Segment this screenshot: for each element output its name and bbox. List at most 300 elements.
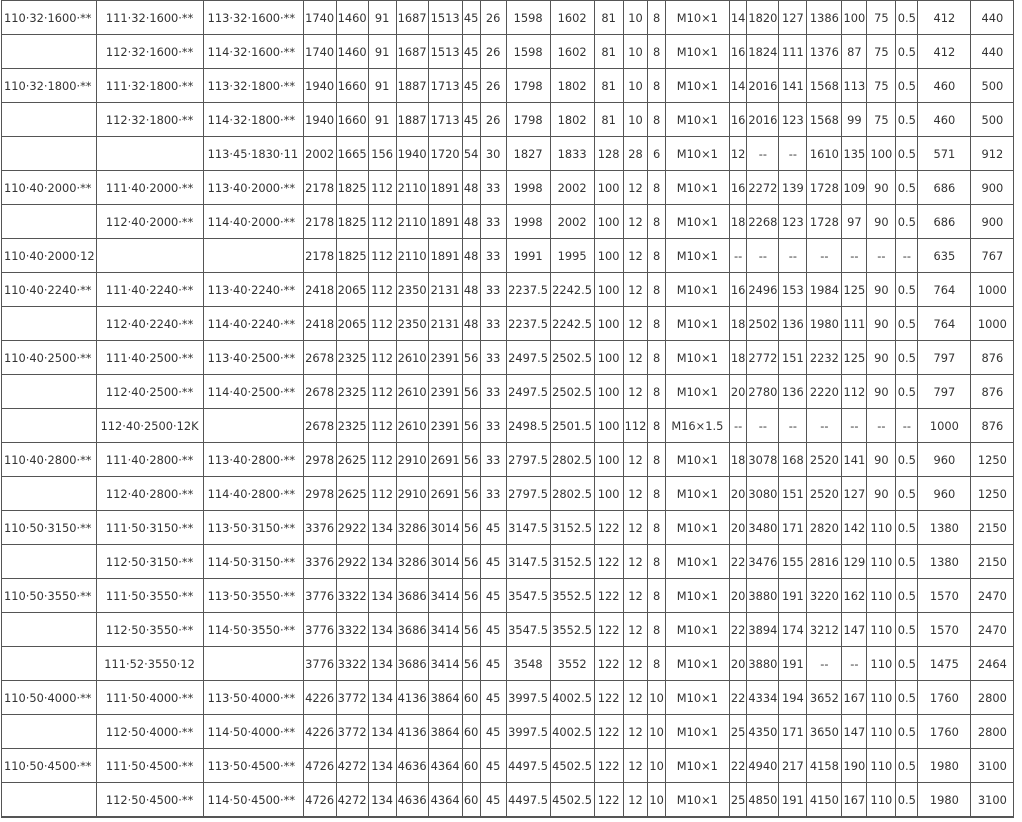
table-cell: 2110	[396, 171, 428, 205]
table-cell: M10×1	[665, 443, 729, 477]
table-cell: 1825	[336, 205, 368, 239]
table-cell: 3552.5	[550, 579, 594, 613]
table-cell: 111·52·3550·12	[96, 647, 203, 681]
table-cell: 0.5	[896, 1, 918, 35]
table-cell: M10×1	[665, 613, 729, 647]
table-cell: 114·40·2000·**	[203, 205, 303, 239]
table-cell: 3772	[336, 681, 368, 715]
table-cell: 4226	[303, 681, 336, 715]
table-cell: 122	[594, 715, 623, 749]
table-cell: 110	[867, 681, 896, 715]
table-cell: 1827	[506, 137, 550, 171]
table-cell: 54	[462, 137, 480, 171]
table-cell: 100	[594, 375, 623, 409]
table-cell: 134	[368, 511, 396, 545]
table-cell: 2800	[971, 715, 1014, 749]
table-cell: 90	[867, 477, 896, 511]
table-cell: 2350	[396, 307, 428, 341]
table-cell: 48	[462, 273, 480, 307]
table-cell: 22	[729, 749, 747, 783]
table-cell: 33	[480, 239, 506, 273]
table-cell: --	[807, 239, 842, 273]
table-cell: 90	[867, 171, 896, 205]
table-cell: 2418	[303, 273, 336, 307]
table-cell: 1833	[550, 137, 594, 171]
table-cell: 134	[368, 715, 396, 749]
table-cell: 2470	[971, 579, 1014, 613]
table-row	[2, 749, 1014, 783]
table-cell: 10	[623, 69, 648, 103]
table-row	[2, 477, 1014, 511]
table-cell: 0.5	[896, 647, 918, 681]
table-cell: 18	[729, 205, 747, 239]
table-cell: 1798	[506, 69, 550, 103]
table-cell: 114·50·4000·**	[203, 715, 303, 749]
table-cell: 2150	[971, 511, 1014, 545]
table-cell: 191	[779, 783, 807, 818]
table-cell: --	[842, 647, 867, 681]
table-cell: 2272	[747, 171, 779, 205]
table-cell: 111·32·1800·**	[96, 69, 203, 103]
table-cell: 114·50·4500·**	[203, 783, 303, 818]
table-cell: 12	[623, 375, 648, 409]
table-cell: 1598	[506, 1, 550, 35]
table-cell: 129	[842, 545, 867, 579]
table-cell: 100	[594, 443, 623, 477]
table-cell: 134	[368, 613, 396, 647]
table-cell: 10	[623, 1, 648, 35]
table-cell: 2502.5	[550, 341, 594, 375]
table-cell: 764	[918, 273, 971, 307]
table-cell: 81	[594, 35, 623, 69]
table-cell: 2625	[336, 477, 368, 511]
table-cell: 1980	[918, 783, 971, 818]
table-cell: 2978	[303, 443, 336, 477]
table-cell	[2, 103, 97, 137]
table-cell: 1568	[807, 103, 842, 137]
table-cell: 112	[368, 205, 396, 239]
table-cell: 0.5	[896, 273, 918, 307]
table-cell: 26	[480, 1, 506, 35]
table-cell: 1940	[303, 103, 336, 137]
table-cell: 0.5	[896, 613, 918, 647]
table-cell: 112·40·2000·**	[96, 205, 203, 239]
table-cell: 4226	[303, 715, 336, 749]
table-cell: 3147.5	[506, 511, 550, 545]
table-cell: 2325	[336, 409, 368, 443]
table-cell: 1376	[807, 35, 842, 69]
table-cell	[2, 205, 97, 239]
table-cell: 2016	[747, 103, 779, 137]
table-cell: 12	[623, 681, 648, 715]
table-cell: 45	[462, 103, 480, 137]
table-cell: 0.5	[896, 137, 918, 171]
table-cell: 110·40·2000·12	[2, 239, 97, 273]
table-cell: 20	[729, 511, 747, 545]
table-cell: 22	[729, 545, 747, 579]
table-cell: 960	[918, 443, 971, 477]
table-cell: 12	[623, 443, 648, 477]
table-cell: 3152.5	[550, 545, 594, 579]
table-cell: 112·50·3550·**	[96, 613, 203, 647]
table-cell: 3547.5	[506, 613, 550, 647]
table-cell: 2391	[428, 375, 462, 409]
table-cell: 1713	[428, 69, 462, 103]
table-row	[2, 69, 1014, 103]
table-cell: 151	[779, 341, 807, 375]
table-cell: 45	[462, 1, 480, 35]
table-cell: 110·40·2500·**	[2, 341, 97, 375]
table-cell	[96, 137, 203, 171]
table-cell: 876	[971, 409, 1014, 443]
table-cell: 139	[779, 171, 807, 205]
table-cell: 3652	[807, 681, 842, 715]
table-cell: 0.5	[896, 545, 918, 579]
table-cell: --	[729, 409, 747, 443]
table-cell: 110·40·2000·**	[2, 171, 97, 205]
table-cell	[203, 647, 303, 681]
table-cell: 48	[462, 239, 480, 273]
table-cell: 113·40·2240·**	[203, 273, 303, 307]
table-cell: 686	[918, 171, 971, 205]
table-cell: 1713	[428, 103, 462, 137]
table-cell: 8	[648, 341, 666, 375]
table-cell: 876	[971, 341, 1014, 375]
table-cell: 136	[779, 375, 807, 409]
table-cell: 112·50·3150·**	[96, 545, 203, 579]
table-cell: 2237.5	[506, 307, 550, 341]
table-cell: 900	[971, 171, 1014, 205]
table-cell: 135	[842, 137, 867, 171]
table-cell: 190	[842, 749, 867, 783]
table-cell: 134	[368, 647, 396, 681]
table-row	[2, 1, 1014, 35]
table-cell: 0.5	[896, 35, 918, 69]
table-cell: 1687	[396, 1, 428, 35]
table-cell: 91	[368, 103, 396, 137]
table-cell: --	[779, 409, 807, 443]
table-cell: 1568	[807, 69, 842, 103]
table-cell: 2350	[396, 273, 428, 307]
table-cell: M10×1	[665, 35, 729, 69]
table-cell: 0.5	[896, 715, 918, 749]
table-cell: 1728	[807, 205, 842, 239]
table-cell: 2797.5	[506, 477, 550, 511]
table-cell: 1891	[428, 239, 462, 273]
table-cell: 45	[480, 783, 506, 818]
table-cell: 1610	[807, 137, 842, 171]
table-cell: 100	[842, 1, 867, 35]
table-cell: 10	[623, 103, 648, 137]
table-cell: M10×1	[665, 273, 729, 307]
table-cell: 45	[480, 647, 506, 681]
table-cell: 4364	[428, 749, 462, 783]
table-cell: 4940	[747, 749, 779, 783]
table-cell: 2391	[428, 409, 462, 443]
table-cell: 2325	[336, 375, 368, 409]
table-cell: 3014	[428, 511, 462, 545]
table-cell: 460	[918, 69, 971, 103]
table-cell: 113·32·1800·**	[203, 69, 303, 103]
table-cell: 22	[729, 613, 747, 647]
table-cell: 162	[842, 579, 867, 613]
table-cell: 110·40·2240·**	[2, 273, 97, 307]
table-cell: 111·50·4500·**	[96, 749, 203, 783]
table-row	[2, 443, 1014, 477]
table-cell: 12	[623, 715, 648, 749]
table-cell: 3078	[747, 443, 779, 477]
table-cell: 4150	[807, 783, 842, 818]
table-cell: 3552.5	[550, 613, 594, 647]
table-cell: 0.5	[896, 579, 918, 613]
table-cell: 1000	[971, 307, 1014, 341]
table-cell: 912	[971, 137, 1014, 171]
table-cell: 12	[623, 341, 648, 375]
table-cell: 110·50·3550·**	[2, 579, 97, 613]
table-cell: 110·50·3150·**	[2, 511, 97, 545]
table-cell: M10×1	[665, 137, 729, 171]
table-row	[2, 715, 1014, 749]
table-cell: 90	[867, 375, 896, 409]
table-cell: 12	[623, 783, 648, 818]
table-cell: 191	[779, 647, 807, 681]
table-cell: 127	[842, 477, 867, 511]
table-cell: 3547.5	[506, 579, 550, 613]
table-cell: 112	[368, 341, 396, 375]
table-cell: 112·40·2800·**	[96, 477, 203, 511]
table-cell: 1513	[428, 1, 462, 35]
table-cell: 4636	[396, 749, 428, 783]
table-cell: 113·40·2500·**	[203, 341, 303, 375]
table-cell: 113	[842, 69, 867, 103]
table-cell: 20	[729, 375, 747, 409]
table-cell: 1980	[918, 749, 971, 783]
table-cell: 14	[729, 69, 747, 103]
table-cell: 100	[594, 409, 623, 443]
table-cell: 151	[779, 477, 807, 511]
table-cell: 12	[623, 477, 648, 511]
table-cell: 2502.5	[550, 375, 594, 409]
table-cell: 90	[867, 341, 896, 375]
table-cell: 30	[480, 137, 506, 171]
table-cell: 56	[462, 477, 480, 511]
table-cell: 1380	[918, 511, 971, 545]
table-cell: 1887	[396, 69, 428, 103]
table-cell: 412	[918, 35, 971, 69]
table-cell: 122	[594, 749, 623, 783]
table-row	[2, 511, 1014, 545]
table-cell: 45	[480, 511, 506, 545]
table-cell: 8	[648, 443, 666, 477]
table-cell: 2772	[747, 341, 779, 375]
table-cell: 876	[971, 375, 1014, 409]
table-cell: 12	[623, 579, 648, 613]
table-cell: 217	[779, 749, 807, 783]
table-cell: 0.5	[896, 783, 918, 818]
table-cell: M10×1	[665, 647, 729, 681]
table-cell: 60	[462, 783, 480, 818]
table-cell: 1380	[918, 545, 971, 579]
table-cell: 33	[480, 409, 506, 443]
table-cell: 136	[779, 307, 807, 341]
table-cell: 12	[623, 613, 648, 647]
table-cell: 75	[867, 1, 896, 35]
table-cell: 33	[480, 341, 506, 375]
table-cell: 3480	[747, 511, 779, 545]
table-cell: 1891	[428, 171, 462, 205]
table-cell	[2, 545, 97, 579]
table-cell	[2, 409, 97, 443]
table-cell: 2325	[336, 341, 368, 375]
table-cell: 0.5	[896, 171, 918, 205]
table-cell: 2131	[428, 273, 462, 307]
table-cell: 100	[867, 137, 896, 171]
table-cell: 87	[842, 35, 867, 69]
table-cell: 1887	[396, 103, 428, 137]
table-cell: 91	[368, 69, 396, 103]
table-cell: 3147.5	[506, 545, 550, 579]
table-cell: 12	[623, 545, 648, 579]
table-cell: 33	[480, 443, 506, 477]
table-cell: 2691	[428, 443, 462, 477]
table-cell: M10×1	[665, 171, 729, 205]
table-cell: 0.5	[896, 103, 918, 137]
table-cell: 3686	[396, 613, 428, 647]
table-cell: --	[779, 239, 807, 273]
table-cell: 1802	[550, 103, 594, 137]
table-cell: 8	[648, 35, 666, 69]
table-cell: 113·50·3150·**	[203, 511, 303, 545]
table-cell: 22	[729, 681, 747, 715]
table-cell: 440	[971, 35, 1014, 69]
table-cell: 114·32·1600·**	[203, 35, 303, 69]
table-cell: 111·50·4000·**	[96, 681, 203, 715]
table-cell: 33	[480, 205, 506, 239]
table-row	[2, 783, 1014, 818]
table-cell: 3880	[747, 647, 779, 681]
table-cell: 91	[368, 1, 396, 35]
table-cell: 100	[594, 307, 623, 341]
table-cell: 113·40·2000·**	[203, 171, 303, 205]
table-cell: 2610	[396, 409, 428, 443]
table-cell: 114·50·3550·**	[203, 613, 303, 647]
table-cell: 112·40·2500·**	[96, 375, 203, 409]
table-cell: 25	[729, 783, 747, 818]
table-cell: 174	[779, 613, 807, 647]
table-cell: 134	[368, 579, 396, 613]
table-cell: 1825	[336, 239, 368, 273]
table-cell: 56	[462, 511, 480, 545]
table-cell: 56	[462, 545, 480, 579]
table-cell: 3776	[303, 647, 336, 681]
table-cell: 100	[594, 477, 623, 511]
table-row	[2, 545, 1014, 579]
table-cell: 90	[867, 443, 896, 477]
table-cell: 1000	[918, 409, 971, 443]
table-cell: 112·40·2240·**	[96, 307, 203, 341]
table-cell: 111·50·3550·**	[96, 579, 203, 613]
table-cell: 112·50·4500·**	[96, 783, 203, 818]
table-cell: 122	[594, 783, 623, 818]
table-cell: 112	[368, 273, 396, 307]
table-cell	[2, 307, 97, 341]
table-cell: 4364	[428, 783, 462, 818]
table-cell: 8	[648, 409, 666, 443]
table-cell: 56	[462, 341, 480, 375]
table-cell: 2016	[747, 69, 779, 103]
table-cell: 45	[480, 715, 506, 749]
table-cell: 16	[729, 273, 747, 307]
table-cell: 153	[779, 273, 807, 307]
table-cell: 167	[842, 783, 867, 818]
table-cell: 16	[729, 103, 747, 137]
table-cell: 60	[462, 681, 480, 715]
table-cell: 1998	[506, 171, 550, 205]
table-cell: 2178	[303, 205, 336, 239]
table-cell: 75	[867, 35, 896, 69]
table-row	[2, 171, 1014, 205]
table-cell: 112	[368, 443, 396, 477]
table-cell: 2150	[971, 545, 1014, 579]
table-cell: 1570	[918, 613, 971, 647]
table-cell: 56	[462, 613, 480, 647]
table-cell: 2978	[303, 477, 336, 511]
table-cell: 110·32·1800·**	[2, 69, 97, 103]
table-cell: 2178	[303, 239, 336, 273]
table-cell: 4497.5	[506, 783, 550, 818]
table-cell: 112	[368, 171, 396, 205]
table-cell: 4726	[303, 749, 336, 783]
table-cell: 123	[779, 103, 807, 137]
table-cell: 191	[779, 579, 807, 613]
table-cell: 2678	[303, 375, 336, 409]
table-row	[2, 341, 1014, 375]
table-cell: 45	[480, 545, 506, 579]
table-cell: 2610	[396, 341, 428, 375]
table-cell: 1740	[303, 35, 336, 69]
table-cell: 2678	[303, 341, 336, 375]
table-cell: 8	[648, 579, 666, 613]
table-cell: 1728	[807, 171, 842, 205]
table-cell: --	[807, 647, 842, 681]
table-cell: 900	[971, 205, 1014, 239]
table-cell: 3650	[807, 715, 842, 749]
table-cell: 45	[480, 681, 506, 715]
table-cell: 8	[648, 103, 666, 137]
table-cell: 125	[842, 273, 867, 307]
table-cell: 100	[594, 273, 623, 307]
table-cell: 2800	[971, 681, 1014, 715]
table-cell: 112	[623, 409, 648, 443]
table-cell: 10	[648, 749, 666, 783]
table-cell: 122	[594, 681, 623, 715]
table-cell: 14	[729, 1, 747, 35]
table-cell: 114·50·3150·**	[203, 545, 303, 579]
table-cell: 2220	[807, 375, 842, 409]
table-cell: 8	[648, 239, 666, 273]
table-cell: 2065	[336, 273, 368, 307]
table-cell: 26	[480, 103, 506, 137]
table-cell: 113·32·1600·**	[203, 1, 303, 35]
table-cell: 2110	[396, 205, 428, 239]
table-row	[2, 205, 1014, 239]
table-cell: M10×1	[665, 749, 729, 783]
table-cell: 113·50·3550·**	[203, 579, 303, 613]
table-cell: 2232	[807, 341, 842, 375]
table-cell: 28	[623, 137, 648, 171]
table-cell: 111·40·2240·**	[96, 273, 203, 307]
table-row	[2, 613, 1014, 647]
